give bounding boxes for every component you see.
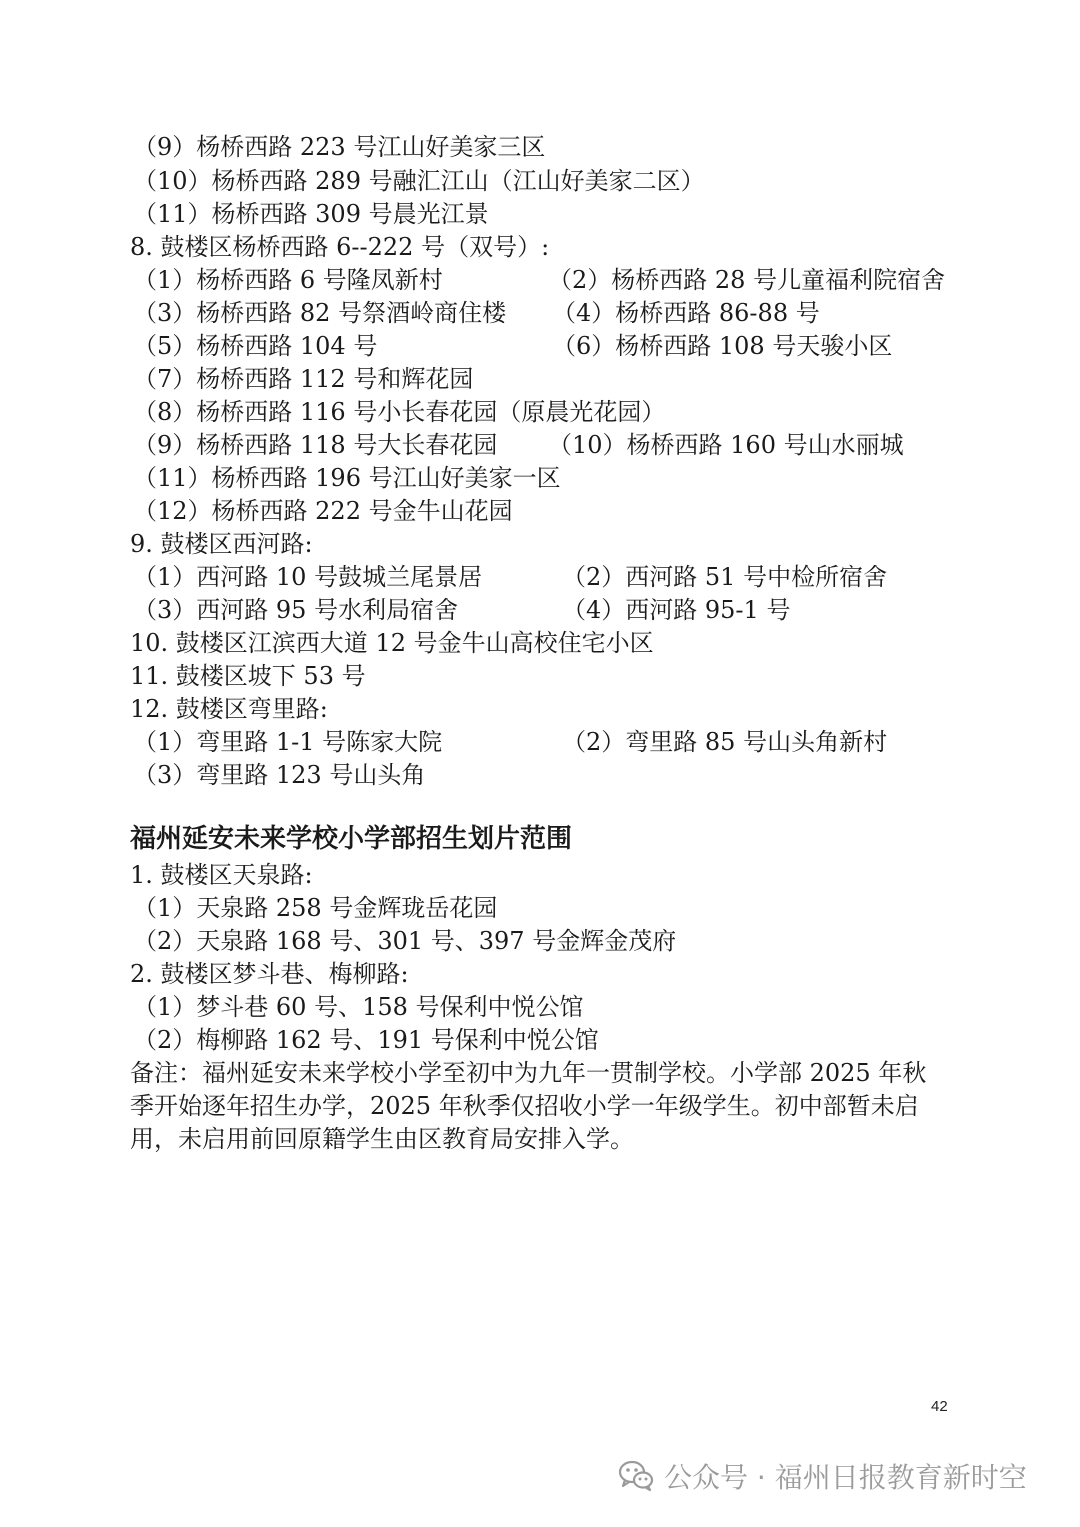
list-item: （5）杨桥西路 104 号 <box>133 332 378 360</box>
list-item: （10）杨桥西路 160 号山水丽城 <box>548 431 904 459</box>
list-item: （8）杨桥西路 116 号小长春花园（原晨光花园） <box>133 398 666 426</box>
section-title: 2. 鼓楼区梦斗巷、梅柳路: <box>130 960 409 988</box>
list-item: （1）梦斗巷 60 号、158 号保利中悦公馆 <box>133 993 584 1021</box>
list-item: （2）弯里路 85 号山头角新村 <box>562 728 888 756</box>
remark-paragraph: 备注：福州延安未来学校小学至初中为九年一贯制学校。小学部 2025 年秋季开始逐年招生办学，2025 年秋季仅招收小学一年级学生。初中部暂未启用，未启用前回原籍学生由区教育局安排入学。 <box>130 1059 927 1153</box>
watermark-text: 公众号 · 福州日报教育新时空 <box>664 1461 1027 1494</box>
section-title: 12. 鼓楼区弯里路: <box>130 695 328 723</box>
list-item: （11）杨桥西路 309 号晨光江景 <box>133 200 489 228</box>
section-title: 10. 鼓楼区江滨西大道 12 号金牛山高校住宅小区 <box>130 629 654 657</box>
list-item: （6）杨桥西路 108 号天骏小区 <box>552 332 893 360</box>
list-item: （2）梅柳路 162 号、191 号保利中悦公馆 <box>133 1026 599 1054</box>
list-item: （2）天泉路 168 号、301 号、397 号金辉金茂府 <box>133 927 677 955</box>
section-title: 1. 鼓楼区天泉路: <box>130 861 313 889</box>
list-item: （1）天泉路 258 号金辉珑岳花园 <box>133 894 498 922</box>
list-item: （2）杨桥西路 28 号儿童福利院宿舍 <box>548 266 946 294</box>
watermark <box>618 1456 1027 1496</box>
section-title: 8. 鼓楼区杨桥西路 6--222 号（双号）: <box>130 233 550 261</box>
list-item: （3）西河路 95 号水利局宿舍 <box>133 596 459 624</box>
list-item: （11）杨桥西路 196 号江山好美家一区 <box>133 464 561 492</box>
section-title: 11. 鼓楼区坡下 53 号 <box>130 662 366 690</box>
list-item: （1）杨桥西路 6 号隆凤新村 <box>133 266 443 294</box>
wechat-icon <box>618 1460 654 1492</box>
list-item: （4）西河路 95-1 号 <box>562 596 791 624</box>
page-number: 42 <box>931 1398 948 1415</box>
list-item: （3）弯里路 123 号山头角 <box>133 761 426 789</box>
section-title: 9. 鼓楼区西河路: <box>130 530 313 558</box>
list-item: （12）杨桥西路 222 号金牛山花园 <box>133 497 513 525</box>
list-item: （9）杨桥西路 118 号大长春花园 <box>133 431 498 459</box>
section-heading: 福州延安未来学校小学部招生划片范围 <box>130 824 573 854</box>
list-item: （10）杨桥西路 289 号融汇江山（江山好美家二区） <box>133 167 705 195</box>
list-item: （1）弯里路 1-1 号陈家大院 <box>133 728 443 756</box>
list-item: （4）杨桥西路 86-88 号 <box>552 299 820 327</box>
list-item: （3）杨桥西路 82 号祭酒岭商住楼 <box>133 299 507 327</box>
list-item: （9）杨桥西路 223 号江山好美家三区 <box>133 133 546 161</box>
list-item: （7）杨桥西路 112 号和辉花园 <box>133 365 474 393</box>
list-item: （1）西河路 10 号鼓城兰尾景居 <box>133 563 483 591</box>
list-item: （2）西河路 51 号中检所宿舍 <box>562 563 888 591</box>
